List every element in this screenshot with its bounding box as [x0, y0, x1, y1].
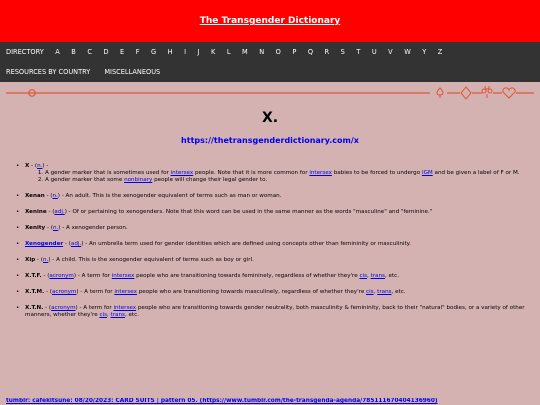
nav-item-n[interactable]: N [259, 48, 265, 56]
entry-term: Xip [25, 257, 36, 263]
part-of-speech-link[interactable]: adj. [54, 209, 65, 215]
entry-definition: - A term for [78, 289, 115, 295]
term-link[interactable]: nonbinary [124, 177, 153, 183]
nav-row-letters [0, 42, 540, 62]
term-link[interactable]: trans [377, 289, 392, 295]
entries-list [0, 163, 540, 319]
dictionary-entry: • Xip - (n.) - A child. This is the xenogender equivalent of terms such as boy or girl. [16, 257, 532, 264]
nav-item-m[interactable]: M [242, 48, 248, 56]
part-of-speech-link[interactable]: acronym [52, 289, 77, 295]
sense-text: and be given a label of F or M. [432, 170, 520, 176]
footer-credit [0, 398, 540, 404]
nav-item-p[interactable]: P [292, 48, 297, 56]
nav-item-c[interactable]: C [87, 48, 92, 56]
nav-item-resources-by-country[interactable]: RESOURCES BY COUNTRY [6, 68, 91, 76]
term-link[interactable]: trans [110, 312, 125, 318]
term-link[interactable]: intersex [170, 170, 194, 176]
entry-definition: , etc. [384, 273, 399, 279]
dictionary-entry: • Xenogender - (adj.) - An umbrella term used for gender identities which are defined using concepts other than femininity or masculinity. [16, 241, 532, 248]
nav-item-u[interactable]: U [371, 48, 377, 56]
nav-row-misc [0, 62, 540, 82]
entry-term: Xenine [25, 209, 47, 215]
nav-item-d[interactable]: D [103, 48, 109, 56]
nav-item-g[interactable]: G [150, 48, 157, 56]
nav-item-a[interactable]: A [55, 48, 60, 56]
sense-text: A gender marker that is sometimes used for [45, 170, 171, 176]
ornament-divider [0, 86, 540, 100]
nav-item-j[interactable]: J [197, 48, 200, 56]
term-link[interactable]: cis [99, 312, 107, 318]
entry-term: X.T.N. [25, 305, 44, 311]
entry-definition: - A term for [77, 305, 114, 311]
dictionary-entry: • X - (n.) - 1. A gender marker that is sometimes used for intersex people. Note that it is more common for intersex babies to be forced to undergo IGM and be given a label of F or M. 2. A gender marker that some nonbinary people will change their legal gender to. [16, 163, 532, 184]
nav-item-v[interactable]: V [388, 48, 393, 56]
entry-definition: people who are transitioning towards masculinely, regardless of whether they're [136, 289, 367, 295]
entry-definition: - An adult. This is the xenogender equivalent of terms such as man or woman. [59, 193, 282, 199]
entry-term: X [25, 163, 30, 169]
part-of-speech-link[interactable]: n. [52, 193, 58, 199]
dictionary-entry: • Xenity - (n.) - A xenogender person. [16, 225, 532, 232]
nav-item-f[interactable]: F [135, 48, 140, 56]
part-of-speech-link[interactable]: n. [43, 257, 49, 263]
part-of-speech-link[interactable]: n. [52, 225, 59, 231]
nav-item-miscellaneous[interactable]: MISCELLANEOUS [104, 68, 161, 76]
dictionary-entry: • Xenine - (adj.) - Of or pertaining to xenogenders. Note that this word can be used in the same manner as the words "masculine" and "feminine." [16, 209, 532, 216]
term-link[interactable]: intersex [309, 170, 332, 176]
entry-definition: - A term for [76, 273, 112, 279]
sense-text: people will change their legal gender to. [152, 177, 268, 183]
term-link[interactable]: intersex [113, 305, 137, 311]
nav-item-k[interactable]: K [210, 48, 216, 56]
nav-item-t[interactable]: T [356, 48, 361, 56]
page-title: X. [261, 110, 279, 126]
part-of-speech-link[interactable]: acronym [51, 305, 76, 311]
page-url [0, 136, 540, 145]
site-title-link[interactable]: The Transgender Dictionary [199, 16, 341, 26]
site-banner [0, 0, 540, 42]
sense-item [45, 177, 532, 184]
part-of-speech-link[interactable]: n. [37, 163, 43, 169]
footer-credit-link[interactable]: tumblr: cafekitsune: 08/20/2023: CARD SUITS | pattern 05. (https://www.tumblr.com/the-transgenda-agenda/785111670404136960) [6, 398, 438, 404]
nav-bar [0, 42, 540, 82]
entry-definition: people who are transitioning towards femininely, regardless of whether they're [134, 273, 360, 279]
entry-definition: people who are transitioning towards gender neutrality, both masculinity & femininity, back to their "natural" bodies, or a variety of other manners, whether they're [25, 305, 525, 318]
entry-definition: , etc. [391, 289, 406, 295]
nav-item-s[interactable]: S [340, 48, 345, 56]
nav-item-r[interactable]: R [324, 48, 330, 56]
entry-definition: - A xenogender person. [60, 225, 128, 231]
entry-term: Xenan [25, 193, 45, 199]
dictionary-entry: • X.T.N. - (acronym) - A term for intersex people who are transitioning towards gender neutrality, both masculinity & femininity, back to their "natural" bodies, or a variety of other manners, whether they're cis, trans, etc. [16, 305, 532, 319]
term-link[interactable]: intersex [114, 289, 137, 295]
entry-definition: - Of or pertaining to xenogenders. Note that this word can be used in the same manner as the words "masculine" and "feminine." [66, 209, 433, 215]
sense-list [25, 170, 532, 184]
dictionary-entry: • X.T.M. - (acronym) - A term for intersex people who are transitioning towards masculinely, regardless of whether they're cis, trans, etc. [16, 289, 532, 296]
nav-item-e[interactable]: E [120, 48, 125, 56]
entry-definition: - A child. This is the xenogender equivalent of terms such as boy or girl. [50, 257, 254, 263]
nav-item-l[interactable]: L [226, 48, 231, 56]
card-suits-divider-icon [0, 86, 540, 100]
nav-item-b[interactable]: B [71, 48, 76, 56]
nav-item-q[interactable]: Q [307, 48, 314, 56]
entry-term: Xenity [25, 225, 46, 231]
sense-text: A gender marker that some [45, 177, 125, 183]
entry-definition: - An umbrella term used for gender identities which are defined using concepts other than femininity or masculinity. [83, 241, 411, 247]
nav-item-h[interactable]: H [167, 48, 173, 56]
nav-item-z[interactable]: Z [437, 48, 443, 56]
nav-item-o[interactable]: O [275, 48, 281, 56]
nav-item-i[interactable]: I [184, 48, 187, 56]
dictionary-entry: • X.T.F. - (acronym) - A term for intersex people who are transitioning towards femininely, regardless of whether they're cis, trans, etc. [16, 273, 532, 280]
sense-item [45, 170, 532, 177]
term-link[interactable]: cis [359, 273, 367, 279]
term-link[interactable]: cis [366, 289, 374, 295]
entry-term: X.T.F. [25, 273, 42, 279]
entry-term [25, 241, 63, 247]
term-link[interactable]: intersex [111, 273, 135, 279]
entry-term-link[interactable]: Xenogender [25, 241, 64, 247]
term-link[interactable]: IGM [421, 170, 433, 176]
dictionary-entry: • Xenan - (n.) - An adult. This is the xenogender equivalent of terms such as man or woman. [16, 193, 532, 200]
nav-item-y[interactable]: Y [422, 48, 427, 56]
entry-definition: , etc. [124, 312, 139, 318]
page-url-link[interactable]: https://thetransgenderdictionary.com/x [181, 136, 359, 145]
entry-term: X.T.M. [25, 289, 45, 295]
part-of-speech-link[interactable]: adj. [70, 241, 82, 247]
nav-item-w[interactable]: W [404, 48, 411, 56]
part-of-speech-link[interactable]: acronym [49, 273, 74, 279]
sense-text: babies to be forced to undergo [331, 170, 422, 176]
sense-text: people. Note that it is more common for [193, 170, 310, 176]
nav-item-directory[interactable]: DIRECTORY [6, 48, 44, 56]
term-link[interactable]: trans [370, 273, 385, 279]
